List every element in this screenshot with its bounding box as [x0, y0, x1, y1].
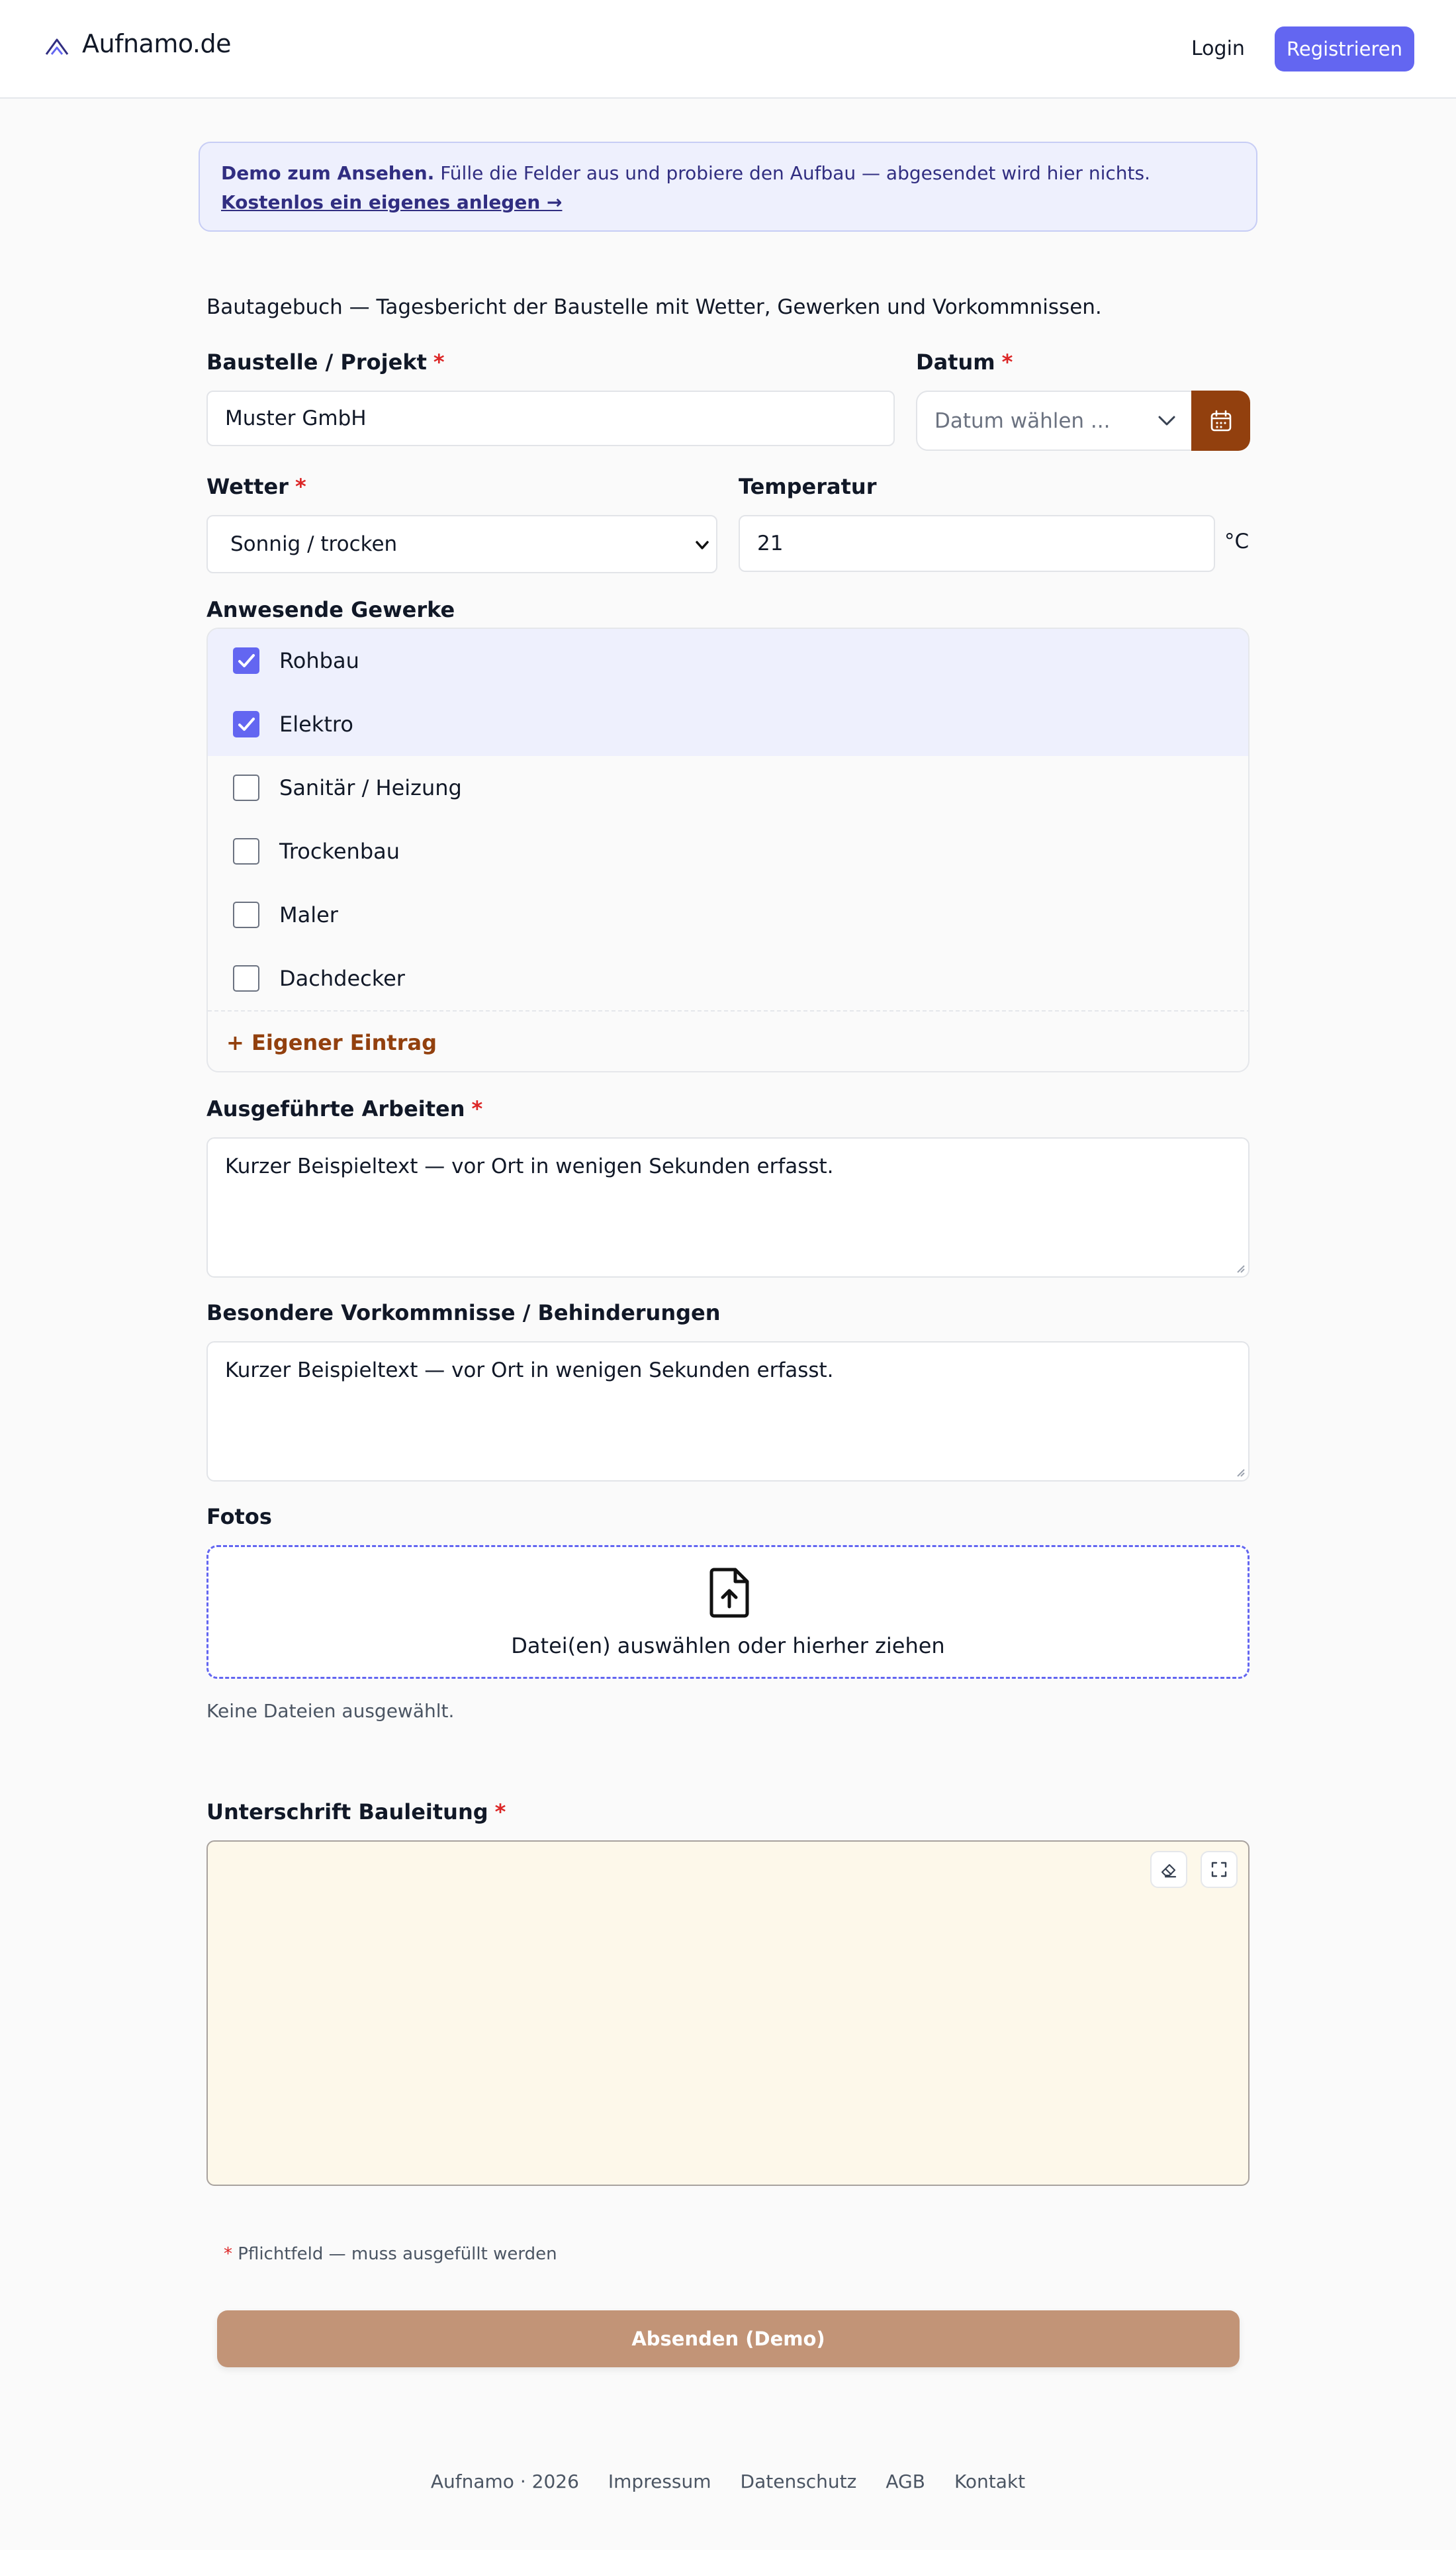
resize-grip-icon[interactable]: [1234, 1262, 1246, 1274]
footer-copyright: Aufnamo · 2026: [430, 2471, 579, 2492]
check-icon: [234, 712, 258, 736]
trade-label: Maler: [279, 902, 338, 927]
required-marker: *: [1001, 350, 1013, 375]
eraser-icon: [1160, 1860, 1178, 1879]
footer: [0, 2471, 1456, 2500]
work-label: [206, 1096, 482, 1121]
incidents-textarea[interactable]: [206, 1341, 1250, 1482]
submit-button[interactable]: Absenden (Demo): [217, 2310, 1240, 2367]
chevron-down-icon: [695, 540, 709, 551]
brand-name[interactable]: Aufnamo.de: [82, 29, 232, 58]
date-placeholder: Datum wählen ...: [934, 408, 1111, 433]
demo-banner-title: Demo zum Ansehen.: [221, 162, 435, 184]
top-header: [0, 0, 1456, 99]
required-marker: *: [494, 1799, 506, 1824]
required-marker: *: [471, 1096, 483, 1121]
required-marker: *: [295, 474, 306, 499]
checkbox-checked[interactable]: [233, 711, 259, 737]
trades-label: Anwesende Gewerke: [206, 597, 455, 622]
trade-item-maler[interactable]: [208, 883, 1250, 947]
date-label-text: Datum: [916, 350, 995, 375]
temperature-value: 21: [757, 532, 784, 555]
logo-icon: [44, 36, 70, 57]
required-marker: *: [433, 350, 445, 375]
demo-banner-message: [221, 159, 1235, 188]
project-input-value: Muster GmbH: [225, 406, 367, 430]
checkbox-checked[interactable]: [233, 647, 259, 674]
footer-link-impressum[interactable]: Impressum: [608, 2471, 711, 2492]
signature-pad[interactable]: [206, 1840, 1250, 2186]
file-upload-icon: [709, 1567, 751, 1619]
clear-signature-button[interactable]: [1150, 1851, 1187, 1888]
footer-link-kontakt[interactable]: Kontakt: [954, 2471, 1026, 2492]
no-files-text: Keine Dateien ausgewählt.: [206, 1700, 455, 1722]
date-select[interactable]: [916, 391, 1194, 451]
trades-checklist: [206, 628, 1250, 1072]
weather-select[interactable]: [206, 515, 717, 573]
chevron-down-icon: [1157, 414, 1177, 428]
weather-label: [206, 474, 306, 499]
project-label-text: Baustelle / Projekt: [206, 350, 427, 375]
trade-item-elektro[interactable]: [208, 692, 1250, 756]
checkbox-unchecked[interactable]: [233, 775, 259, 801]
login-link[interactable]: Login: [1191, 37, 1245, 60]
add-custom-entry-button[interactable]: + Eigener Eintrag: [208, 1010, 1250, 1072]
fullscreen-icon: [1210, 1860, 1228, 1879]
trade-label: Rohbau: [279, 648, 359, 673]
trade-label: Trockenbau: [279, 839, 400, 864]
temperature-label: Temperatur: [739, 474, 877, 499]
weather-value: Sonnig / trocken: [230, 532, 398, 556]
photos-label: Fotos: [206, 1504, 272, 1529]
footer-link-datenschutz[interactable]: Datenschutz: [740, 2471, 857, 2492]
create-own-link[interactable]: Kostenlos ein eigenes anlegen →: [221, 191, 563, 213]
signature-label: [206, 1799, 506, 1824]
dropzone-text: Datei(en) auswählen oder hierher ziehen: [511, 1633, 945, 1658]
work-textarea[interactable]: [206, 1137, 1250, 1278]
demo-banner-text: Fülle die Felder aus und probiere den Aufbau — abgesendet wird hier nichts.: [434, 162, 1150, 184]
temperature-unit: °C: [1224, 530, 1250, 553]
fullscreen-button[interactable]: [1201, 1851, 1238, 1888]
checkbox-unchecked[interactable]: [233, 902, 259, 928]
incidents-value: Kurzer Beispieltext — vor Ort in wenigen Sekunden erfasst.: [225, 1358, 834, 1382]
checkbox-unchecked[interactable]: [233, 838, 259, 865]
calendar-button[interactable]: [1191, 391, 1250, 451]
required-note-text: Pflichtfeld — muss ausgefüllt werden: [232, 2244, 557, 2264]
work-value: Kurzer Beispieltext — vor Ort in wenigen Sekunden erfasst.: [225, 1155, 834, 1178]
project-label: [206, 350, 445, 375]
demo-banner: [199, 142, 1257, 232]
signature-label-text: Unterschrift Bauleitung: [206, 1799, 488, 1824]
footer-link-agb[interactable]: AGB: [886, 2471, 925, 2492]
required-note-star: *: [224, 2244, 232, 2264]
checkbox-unchecked[interactable]: [233, 965, 259, 992]
project-input[interactable]: [206, 391, 895, 446]
trade-label: Elektro: [279, 712, 353, 737]
trade-label: Sanitär / Heizung: [279, 775, 462, 800]
register-button[interactable]: Registrieren: [1275, 26, 1414, 71]
form-intro: Bautagebuch — Tagesbericht der Baustelle mit Wetter, Gewerken und Vorkommnissen.: [206, 295, 1102, 319]
trade-label: Dachdecker: [279, 966, 405, 991]
trade-item-dachdecker[interactable]: [208, 947, 1250, 1010]
trade-item-sanitaer[interactable]: [208, 756, 1250, 820]
trade-item-trockenbau[interactable]: [208, 820, 1250, 883]
incidents-label: Besondere Vorkommnisse / Behinderungen: [206, 1300, 721, 1325]
work-label-text: Ausgeführte Arbeiten: [206, 1096, 465, 1121]
required-note: [224, 2244, 557, 2264]
temperature-input[interactable]: [739, 515, 1215, 572]
calendar-icon: [1209, 409, 1233, 433]
weather-label-text: Wetter: [206, 474, 289, 499]
check-icon: [234, 649, 258, 673]
trade-item-rohbau[interactable]: [208, 629, 1250, 692]
photo-dropzone[interactable]: [206, 1545, 1250, 1679]
date-label: [916, 350, 1013, 375]
resize-grip-icon[interactable]: [1234, 1466, 1246, 1478]
